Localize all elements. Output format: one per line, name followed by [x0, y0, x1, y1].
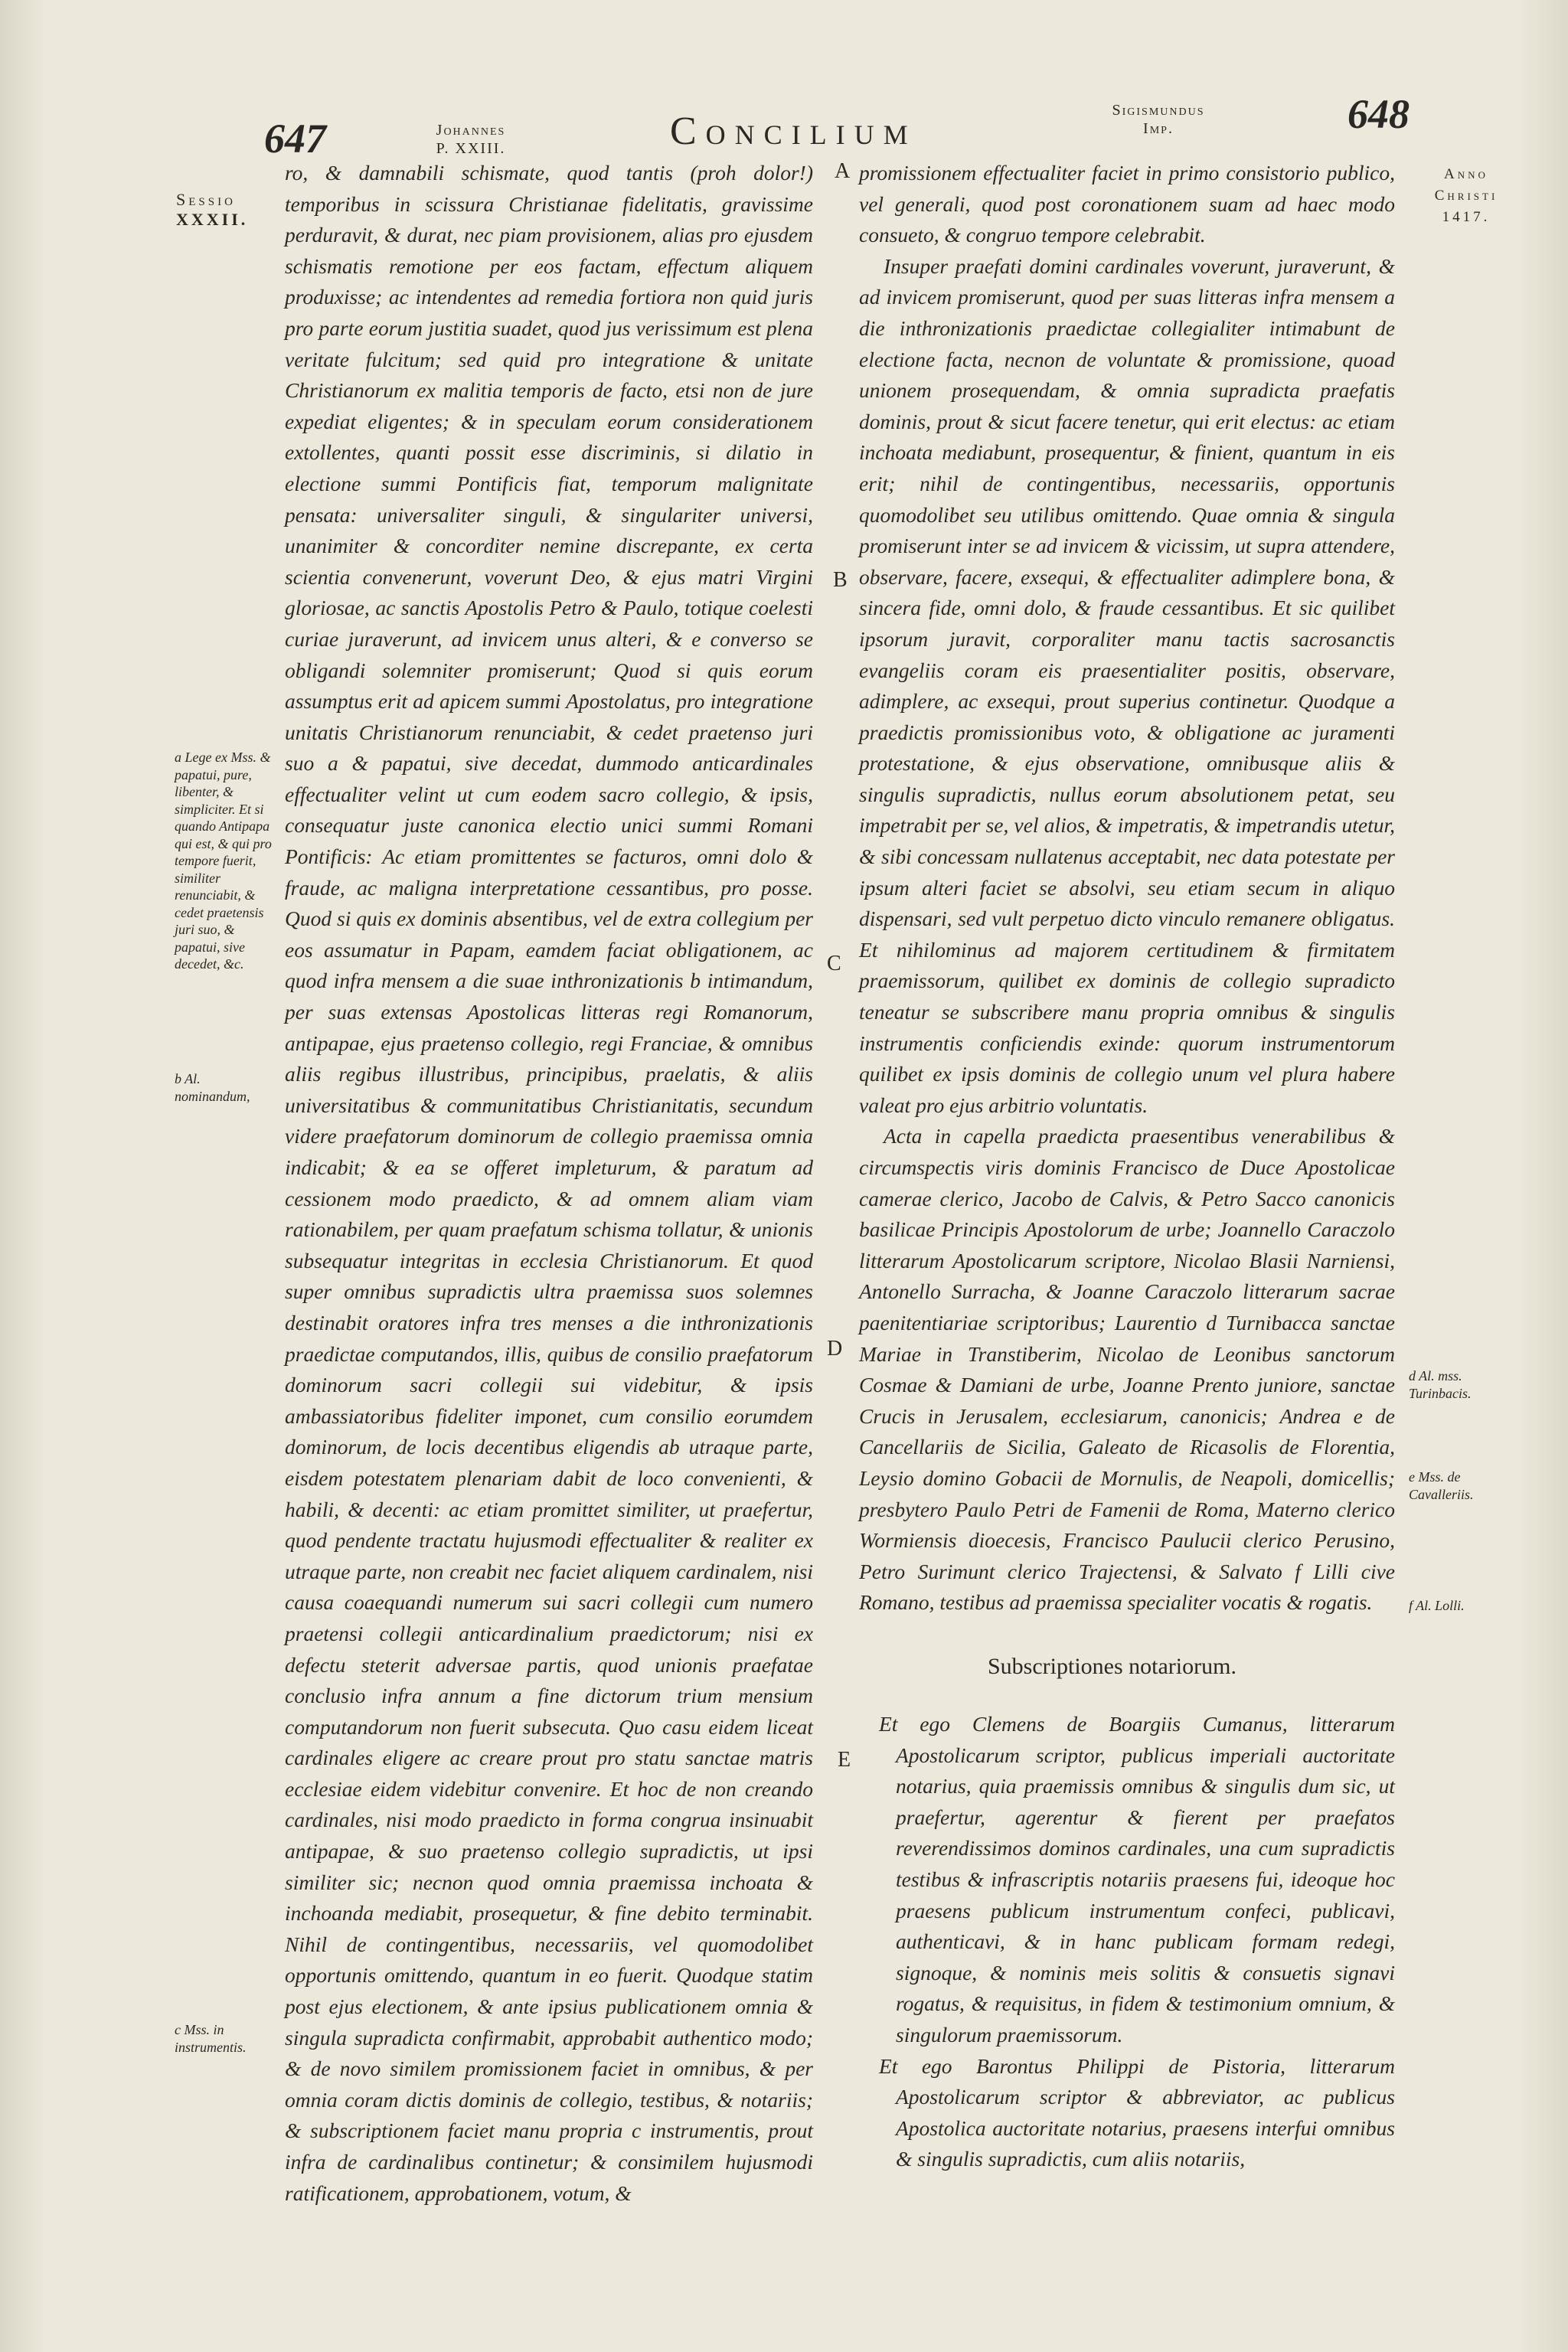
running-head-right-line2: Imp.	[1143, 120, 1174, 137]
subscription-item: Et ego Barontus Philippi de Pistoria, litterarum Apostolicarum scriptor & abbreviator, ac publicus Apostolica auctoritate notarius, praesens interfui omnibus & singulis supradictis, cum aliis notariis,	[879, 2053, 1395, 2171]
page-number-right: 648	[1348, 91, 1410, 137]
margin-note-a: a Lege ex Mss. & papatui, pure, libenter, & simpliciter. Et si quando Antipapa qui est, & qui pro tempore fuerit, similiter renunciabit, & cedet praetensis juri suo, & papatui, sive decedet, &c.	[175, 750, 272, 972]
left-column	[285, 158, 813, 2205]
page-number-left: 647	[264, 116, 326, 162]
left-column-paragraph: ro, & damnabili schismate, quod tantis (proh dolor!) temporibus in scissura Christianae fidelitatis, gravissime perduravit, & durat, nec piam provisionem, alias pro ejusdem schismatis remotione per eos factam, effectum aliquem produxisse; ac intendentes ad remedia fortiora non quid juris pro parte eorum justitia suadet, quod jus verissimum est plena veritate fulcitum; sed quid pro integratione & unitate Christianorum ex malitia temporis de facto, etsi non de jure expediat eligentes; & in speculam eorum considerationem extollentes, quanti possit esse discriminis, si dilatio in electione summi Pontificis fiat, temporum malignitate pensata: universaliter singuli, & singulariter universi, unanimiter & concorditer nemine discrepante, ex certa scientia convenerunt, voverunt Deo, & ejus matri Virgini gloriosae, ac sanctis Apostolis Petro & Paulo, totique coelesti curiae juraverunt, ad invicem unus alteri, & e converso se obligandi solemniter promiserunt; Quod si quis eorum assumptus erit ad apicem summi Apostolatus, pro integratione unitatis Christianorum renunciabit, & cedet praetenso juri suo a & papatui, sive decedat, dummodo anticardinales effectualiter velint ut cum eodem sacro collegio, & ipsis, consequatur juste canonica electio unici summi Romani Pontificis: Ac etiam promittentes se facturos, omni dolo & fraude, ac maligna interpretatione cessantibus, pro posse. Quod si quis ex dominis absentibus, vel de extra collegium per eos assumatur in Papam, eamdem faciat obligationem, ac quod infra mensem a die suae inthronizationis b intimandum, per suas extensas Apostolicas litteras regi Romanorum, antipapae, ejus praetenso collegio, regi Franciae, & omnibus aliis regibus illustribus, principibus, praelatis, & aliis universitatibus & communitatibus Christianitatis, secundum videre praefatorum dominorum de collegio praemissa omnia indicabit; & ea se offeret impleturum, & paratum ad cessionem modo praedicto, & ad omnem aliam viam rationabilem, per quam praefatum schisma tollatur, & unionis subsequatur integritas in ecclesia Christianorum. Et quod super omnibus supradictis ultra praemissa suos solemnes destinabit oratores infra tres menses a die inthronizationis praedictae computandos, illis, quibus de consilio praefatorum dominorum sacri collegii sui videbitur, & ipsis ambassiatoribus fideliter imponet, cum consilio eorumdem dominorum, de locis decentibus eligendis ab utraque parte, eisdem potestatem plenariam dabit de loco convenienti, & habili, & decenti: ac etiam promittet similiter, ut praefertur, quod pendente tractatu hujusmodi effectualiter & realiter ex utraque parte, non creabit nec faciet aliquem cardinalem, nisi causa coaequandi numerum sui sacri collegii cum numero praetensi collegii anticardinalium praedictorum; nisi ex defectu steterit adversae partis, quod unionis praefatae conclusio infra annum a fine dictorum trium mensium computandorum non fuerit subsecuta. Quo casu eidem liceat cardinales eligere ac creare prout pro statu sanctae matris ecclesiae eidem videbitur convenire. Et hoc de non creando cardinales, nisi modo praedicto in forma congrua insinuabit antipapae, & suo praetenso collegio supradictis, ut ipsi similiter sic; necnon quod omnia praemissa inchoata & inchoanda mediabit, prosequetur, & fine debito terminabit. Nihil de contingentibus, necessariis, vel quomodolibet opportunis omittendo, quantum in eo fuerit. Quodque statim post ejus electionem, & ante ipsius publicationem omnia & singula supradicta confirmabit, approbabit authentico modo; & de novo similem promissionem faciet in omnibus, & per omnia coram dictis dominis de collegio, testibus, & notariis; & subscriptionem faciet manu propria c instrumentis, prout infra de cardinalibus continetur; & consimilem hujusmodi ratificationem, approbationem, votum, &	[285, 161, 813, 2205]
subscription-item: Et ego Clemens de Boargiis Cumanus, litterarum Apostolicarum scriptor, publicus imperiali auctoritate notarius, quia praemissis omnibus & singulis dum sic, ut praefertur, agerentur & fierent per praefatos reverendissimos dominos cardinales, una cum supradictis testibus & infrascriptis notariis praesens fui, ideoque hoc praesens publicum instrumentum confeci, publicavi, authenticavi, & in hanc publicam formam redegi, signoque, & nominis meis solitis & consuetis signavi rogatus, & requisitus, in fidem & testimonium omnium, & singulorum praemissorum.	[879, 1712, 1395, 2047]
margin-note-c: c Mss. in instrumentis.	[175, 2022, 247, 2055]
year-label	[1416, 164, 1516, 228]
running-head-left-line2: P. XXIII.	[436, 140, 506, 157]
page-title: Concilium	[670, 109, 917, 153]
right-column-paragraph-2: Insuper praefati domini cardinales voverunt, juraverunt, & ad invicem promiserunt, quod per suas litteras infra mensem a die inthronizationis praedictae collegialiter intimabunt de electione facta, necnon de voluntate & promissione, quoad unionem prosequendam, & omnia supradicta praefatis dominis, prout & sicut facere tenetur, qui erit electus: ac etiam inchoata mediabunt, prosequentur, & finient, quantum in eis erit; nihil de contingentibus, necessariis, opportunis quomodolibet seu utilibus omittendo. Quae omnia & singula promiserunt inter se ad invicem & vicissim, ut supra attendere, observare, facere, exsequi, & effectualiter adimplere bona, & sincera fide, omni dolo, & fraude cessantibus. Et sic quilibet ipsorum juravit, corporaliter manu tactis sacrosanctis evangeliis coram eis praesentialiter positis, observare, adimplere, ac exsequi, prout superius continetur. Quodque a praedictis promissionibus voto, & obligatione ac juramenti protestatione, & ejus observatione, omnibusque aliis & singulis supradictis, nullus eorum absolutionem petat, seu impetrabit per se, vel alios, & impetratis, & impetrandis utetur, & sibi concessam nullatenus acceptabit, nec data potestate per ipsum alteri faciet se absolvi, seu etiam secum in aliquo dispensari, sed vult perpetuo dicto vinculo remanere obligatus. Et nihilominus ad majorem certitudinem & firmitatem praemissorum, quilibet ex dominis de collegio supradicto teneatur se subscribere manu propria omnibus & singulis instrumentis conficiendis exinde: quorum instrumentorum quilibet ex ipsis dominis de collegio unum vel plura habere valeat pro ejus arbitrio voluntatis.	[859, 253, 1395, 1117]
margin-note-b: b Al. nominandum,	[175, 1071, 250, 1104]
margin-note-f: f Al. Lolli.	[1409, 1598, 1465, 1613]
session-label-line2: XXXII.	[176, 210, 249, 229]
subscriptions-heading: Subscriptiones notariorum.	[988, 1654, 1236, 1679]
running-head-right	[1086, 101, 1231, 138]
section-letter-c: C	[827, 952, 841, 975]
running-head-right-line1: Sigismundus	[1112, 102, 1205, 119]
subscriptions-block	[879, 1709, 1395, 2171]
section-letter-b: B	[833, 568, 848, 592]
running-head-left-line1: Johannes	[436, 122, 506, 139]
right-column-paragraph-1: promissionem effectualiter faciet in primo consistorio publico, vel generali, quod post coronationem suam ad haec modo consueto, & congruo tempore celebrabit.	[859, 161, 1395, 247]
right-column	[859, 158, 1395, 1647]
right-column-paragraph-3: Acta in capella praedicta praesentibus venerabilibus & circumspectis viris dominis Francisco de Duce Apostolicae camerae clerico, Jacobo de Calvis, & Petro Sacco canonicis basilicae Principis Apostolorum de urbe; Joannello Caraczolo litterarum Apostolicarum scriptore, Nicolao Blasii Narniensi, Antonello Surracha, & Joanne Caraczolo litterarum sacrae paenitentiariae scriptoribus; Laurentio d Turnibacca sanctae Mariae in Transtiberim, Nicolao de Leonibus sanctorum Cosmae & Damiani de urbe, Joanne Prento juniore, sanctae Crucis in Jerusalem, ecclesiarum, canonicis; Andrea e de Cancellariis de Sicilia, Galeato de Ricasolis de Florentia, Leysio domino Gobacii de Mornulis, de Neapoli, domicellis; presbytero Paulo Petri de Famenii de Roma, Materno clerico Wormiensis dioecesis, Francisco Paulucii clerico Perusino, Petro Surimunt clerico Trajectensi, & Salvato f Lilli cive Romano, testibus ad praemissa specialiter vocatis & rogatis.	[859, 1124, 1395, 1615]
session-label	[176, 190, 283, 230]
year-label-line2: Christi	[1434, 188, 1498, 204]
section-letter-e: E	[838, 1748, 851, 1772]
year-label-line1: Anno	[1444, 166, 1488, 182]
section-letter-d: D	[827, 1337, 843, 1361]
margin-note-e: e Mss. de Cavalleriis.	[1409, 1469, 1474, 1502]
session-label-line1: Sessio	[176, 190, 236, 209]
section-letter-a: A	[835, 159, 851, 183]
running-head-left	[417, 121, 524, 158]
margin-note-d: d Al. mss. Turinbacis.	[1409, 1368, 1472, 1401]
year-label-line3: 1417.	[1442, 209, 1491, 225]
